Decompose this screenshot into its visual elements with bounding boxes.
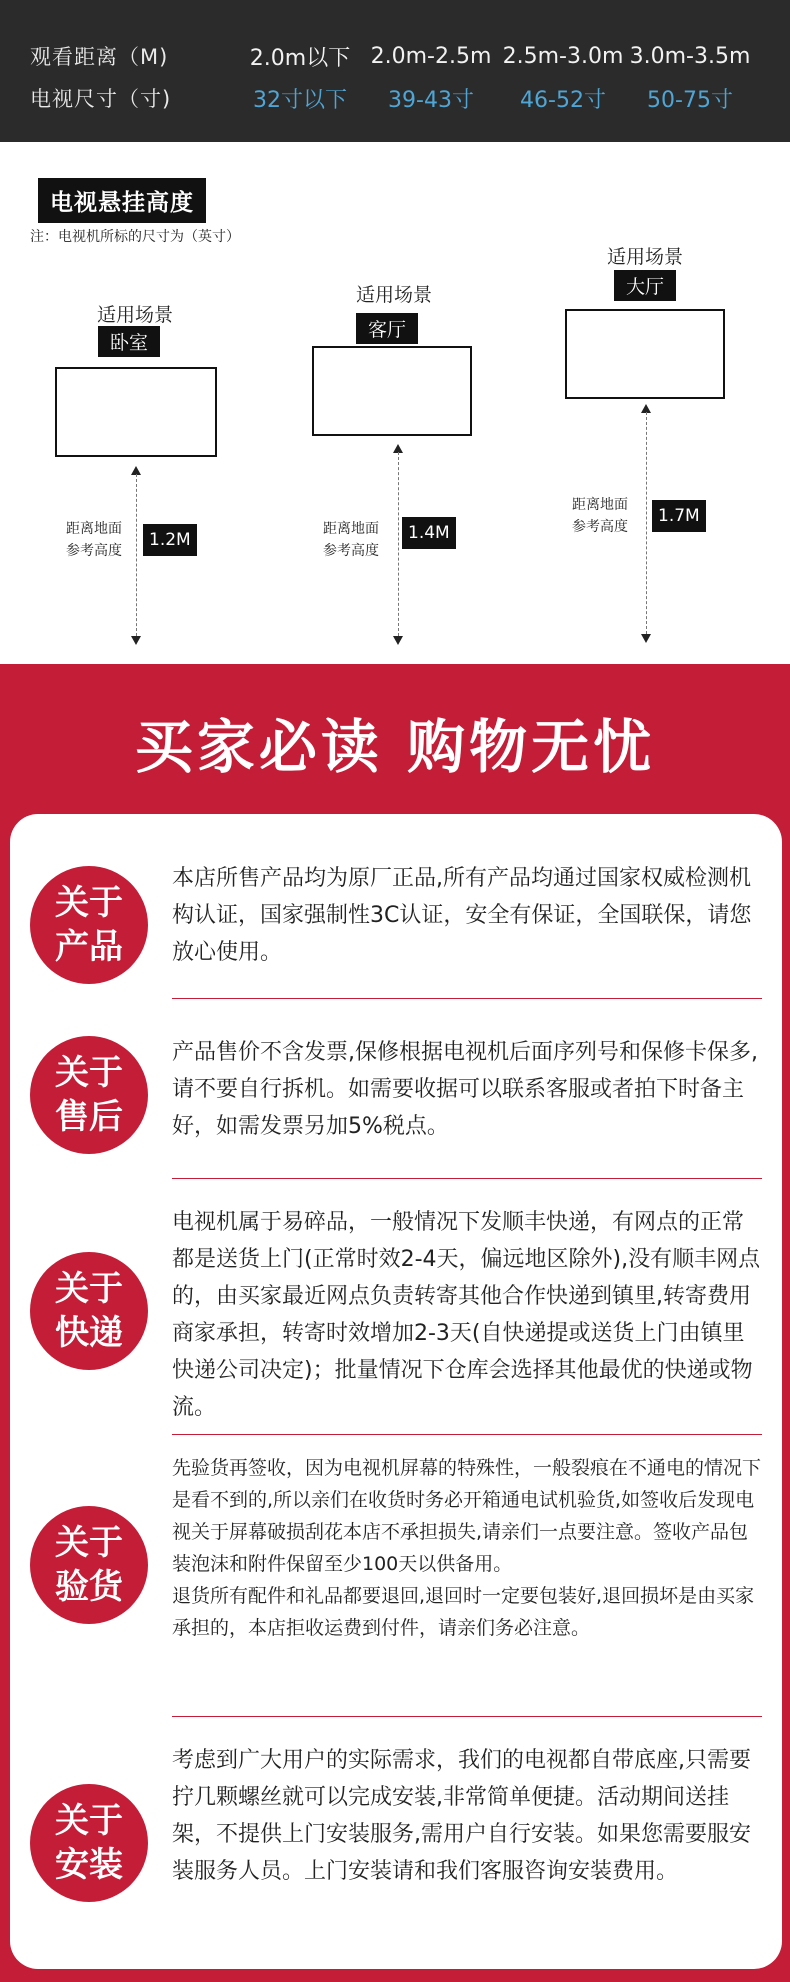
- scene-label: 适用场景: [355, 284, 432, 306]
- floor-text-line: 距离地面: [572, 497, 628, 513]
- floor-text: [572, 494, 652, 538]
- divider: [172, 998, 762, 999]
- height-section-note: 注：电视机所标的尺寸为（英寸）: [30, 229, 240, 245]
- badge-line: 快递: [55, 1313, 123, 1353]
- floor-text: [323, 518, 403, 562]
- floor-text-line: 参考高度: [66, 543, 122, 559]
- distance-cell: 3.0m-3.5m: [629, 43, 751, 69]
- tv-frame: [565, 309, 725, 399]
- size-cell: 32寸以下: [253, 87, 347, 113]
- size-cell: 46-52寸: [520, 87, 606, 113]
- inspection-badge: [30, 1506, 148, 1624]
- tv-frame: [312, 346, 472, 436]
- product-badge: [30, 866, 148, 984]
- floor-text: [66, 518, 146, 562]
- badge-line: 关于: [55, 1801, 123, 1841]
- distance-cell: 2.5m-3.0m: [502, 43, 624, 69]
- installation-text: 考虑到广大用户的实际需求，我们的电视都自带底座,只需要拧几颗螺丝就可以完成安装,非常简单便捷。活动期间送挂架，不提供上门安装服务,需用户自行安装。如果您需要服安装服务人员。上门安装请和我们客服咨询安装费用。: [172, 1748, 751, 1884]
- scene-tag: 大厅: [614, 270, 676, 301]
- badge-line: 关于: [55, 1269, 123, 1309]
- scene-tag: 卧室: [98, 326, 160, 357]
- arrow-down-icon: [641, 634, 651, 643]
- scene-tag: 客厅: [356, 313, 418, 344]
- arrow-down-icon: [131, 636, 141, 645]
- badge-line: 关于: [55, 883, 123, 923]
- inspection-text: [172, 1452, 762, 1644]
- badge-line: 关于: [55, 1523, 123, 1563]
- size-row-label: 电视尺寸（寸): [30, 87, 172, 111]
- height-badge: 1.7M: [652, 500, 706, 532]
- delivery-badge: [30, 1252, 148, 1370]
- inspection-paragraph: 退货所有配件和礼品都要退回,退回时一定要包装好,退回损坏是由买家承担的，本店拒收运费到付件，请亲们务必注意。: [172, 1585, 755, 1639]
- badge-line: 验货: [55, 1567, 123, 1607]
- height-badge: 1.2M: [143, 524, 197, 556]
- badge-line: 安装: [55, 1845, 123, 1885]
- distance-row-label: 观看距离（M): [30, 45, 169, 69]
- delivery-text: 电视机属于易碎品，一般情况下发顺丰快递，有网点的正常都是送货上门(正常时效2-4天，偏远地区除外),没有顺丰网点的，由买家最近网点负责转寄其他合作快递到镇里,转寄费用商家承担，转寄时效增加2-3天(自快递提或送货上门由镇里快递公司决定)；批量情况下仓库会选择其他最优的快递或物流。: [172, 1210, 761, 1420]
- arrow-down-icon: [393, 636, 403, 645]
- distance-cell: 2.0m以下: [249, 45, 351, 71]
- floor-text-line: 距离地面: [66, 521, 122, 537]
- divider: [172, 1434, 762, 1435]
- divider: [172, 1178, 762, 1179]
- scene-label: 适用场景: [96, 304, 173, 326]
- scene-label: 适用场景: [606, 246, 683, 268]
- floor-text-line: 参考高度: [323, 543, 379, 559]
- tv-frame: [55, 367, 217, 457]
- distance-table: [0, 0, 790, 142]
- distance-row: [0, 36, 790, 76]
- inspection-paragraph: 先验货再签收，因为电视机屏幕的特殊性，一般裂痕在不通电的情况下是看不到的,所以亲们在收货时务必开箱通电试机验货,如签收后发现电视关于屏幕破损刮花本店不承担损失,请亲们一点要注意。签收产品包装泡沫和附件保留至少100天以供备用。: [172, 1457, 762, 1575]
- installation-badge: [30, 1784, 148, 1902]
- height-section-title: 电视悬挂高度: [38, 178, 206, 223]
- product-text: 本店所售产品均为原厂正品,所有产品均通过国家权威检测机构认证，国家强制性3C认证，安全有保证，全国联保，请您放心使用。: [172, 866, 752, 965]
- badge-line: 产品: [55, 927, 123, 967]
- floor-text-line: 距离地面: [323, 521, 379, 537]
- divider: [172, 1716, 762, 1717]
- badge-line: 关于: [55, 1053, 123, 1093]
- buyer-notice-title: 买家必读 购物无忧: [134, 713, 656, 781]
- after-sales-badge: [30, 1036, 148, 1154]
- floor-text-line: 参考高度: [572, 519, 628, 535]
- size-cell: 39-43寸: [388, 87, 474, 113]
- distance-cell: 2.0m-2.5m: [370, 43, 492, 69]
- size-cell: 50-75寸: [647, 87, 733, 113]
- after-sales-text: 产品售价不含发票,保修根据电视机后面序列号和保修卡保多,请不要自行拆机。如需要收据可以联系客服或者拍下时备主好，如需发票另加5%税点。: [172, 1040, 758, 1139]
- size-row: [0, 78, 790, 118]
- height-badge: 1.4M: [402, 517, 456, 549]
- badge-line: 售后: [55, 1097, 123, 1137]
